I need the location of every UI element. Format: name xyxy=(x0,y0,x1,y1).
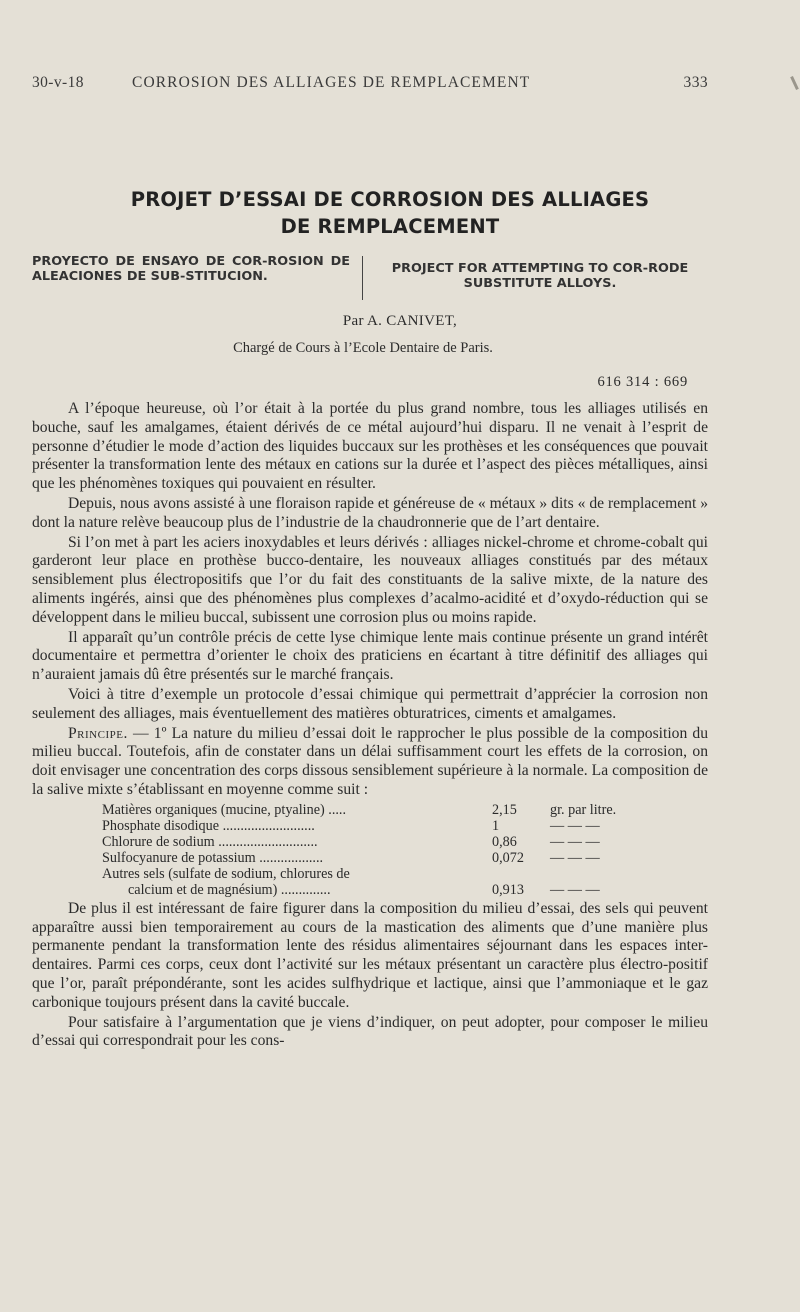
composition-item: Matières organiques (mucine, ptyaline) ..... xyxy=(102,801,347,818)
paragraph-4: Il apparaît qu’un contrôle précis de cette lyse chimique lente mais continue présente un grand intérêt documentaire et permettra d’orienter le choix des praticiens en écartant à titre définitif des alliages qui n’auraient jamais dû être présentés sur le marché français. xyxy=(32,628,708,684)
paragraph-7: Pour satisfaire à l’argumentation que je viens d’indiquer, on peut adopter, pour composer le milieu d’essai qui correspondrait pour les cons- xyxy=(32,1013,708,1050)
composition-unit: — — — xyxy=(550,849,600,866)
paragraph-1: A l’époque heureuse, où l’or était à la portée du plus grand nombre, tous les alliages utilisés en bouche, sauf les amalgames, étaient dérivés de ce métal aujourd’hui disparu. Il ne venait à l’esprit de personne d’étudier le mode d’action des liquides buccaux sur les prothèses et les conséquences que pouvait présenter la transformation lente des métaux en cations sur la durée et l’aspect des pièces métalliques, ainsi que les phénomènes toxiques qui pouvaient en résulter. xyxy=(32,400,708,493)
composition-item xyxy=(102,866,492,898)
article-body xyxy=(32,400,708,1052)
principe-text: — 1º La nature du milieu d’essai doit le rapprocher le plus possible de la composition du milieu buccal. Toutefois, afin de constater dans un délai suffisamment court les effets de la corrosion, on doit envisager une concentration des corps dissous sensiblement supérieure à la normale. La composition de la salive mixte s’établissant en moyenne comme suit : xyxy=(32,724,708,798)
composition-unit: — — — xyxy=(550,833,600,850)
table-row xyxy=(102,818,650,834)
table-row xyxy=(102,850,650,866)
article-title xyxy=(60,186,720,240)
composition-unit: — — — xyxy=(550,881,600,898)
header-running-title: CORROSION DES ALLIAGES DE REMPLACEMENT xyxy=(132,74,531,91)
spanish-subtitle: PROYECTO DE ENSAYO DE COR-ROSION DE ALEACIONES DE SUB-STITUCION. xyxy=(32,254,350,284)
composition-value: 1 xyxy=(492,817,500,834)
composition-value: 0,913 xyxy=(492,881,524,898)
header-date-note: 30-v-18 xyxy=(32,74,84,91)
composition-item: Phosphate disodique .......................... xyxy=(102,817,315,834)
table-row xyxy=(102,834,650,850)
paragraph-3: Si l’on met à part les aciers inoxydables et leurs dérivés : alliages nickel-chrome et chrome-cobalt qui garderont leur place en prothèse bucco-dentaire, les nouveaux alliages constitués par des métaux sensiblement plus électropositifs que l’or du fait des constituants de la salive mixte, de la nature des aliments ingérés, ainsi que des phénomènes plus complexes d’acalmo-acidité et d’oxydo-réduction qui se développent dans le milieu buccal, subissent une corrosion plus ou moins rapide. xyxy=(32,533,708,626)
article-title-line-1: PROJET D’ESSAI DE CORROSION DES ALLIAGES xyxy=(130,188,650,211)
saliva-composition-table xyxy=(102,802,650,898)
paragraph-principe xyxy=(32,725,708,800)
composition-unit: gr. par litre. xyxy=(550,801,617,818)
composition-value: 0,072 xyxy=(492,849,524,866)
author-affiliation: Chargé de Cours à l’Ecole Dentaire de Paris. xyxy=(233,340,493,356)
author-line: Par A. CANIVET, xyxy=(342,313,458,329)
table-row xyxy=(102,866,650,898)
composition-item: Chlorure de sodium ............................ xyxy=(102,833,318,850)
running-header xyxy=(32,74,708,98)
principe-label: Principe. xyxy=(68,724,128,742)
subtitle-divider xyxy=(362,256,363,300)
classification-code: 616 314 : 669 xyxy=(597,374,688,390)
page-number: 333 xyxy=(683,74,708,91)
composition-value: 2,15 xyxy=(492,801,517,818)
composition-item: Sulfocyanure de potassium .................. xyxy=(102,849,324,866)
paragraph-6: De plus il est intéressant de faire figurer dans la composition du milieu d’essai, des sels qui peuvent apparaître aussi bien temporairement au cours de la mastication des aliments que d’une manière plus permanente pendant la transformation lente des résidus alimentaires séjournant dans les espaces inter-dentaires. Parmi ces corps, ceux dont l’activité sur les métaux présentant un caractère plus électro-positif que l’or, paraît prépondérante, sont les acides sulfhydrique et lactique, ainsi que l’ammoniaque et le gaz carbonique toujours présent dans la cavité buccale. xyxy=(32,899,708,1011)
paragraph-5: Voici à titre d’exemple un protocole d’essai chimique qui permettrait d’apprécier la corrosion non seulement des alliages, mais éventuellement des matières obturatrices, ciments et amalgames. xyxy=(32,685,708,722)
composition-item-line-1: Autres sels (sulfate de sodium, chlorures de xyxy=(102,865,350,882)
article-title-line-2: DE REMPLACEMENT xyxy=(280,215,500,238)
table-row xyxy=(102,802,650,818)
composition-unit: — — — xyxy=(550,817,600,834)
margin-mark xyxy=(790,76,799,90)
english-subtitle: PROJECT FOR ATTEMPTING TO COR-RODE SUBSTITUTE ALLOYS. xyxy=(391,261,689,291)
composition-value: 0,86 xyxy=(492,833,517,850)
paragraph-2: Depuis, nous avons assisté à une floraison rapide et généreuse de « métaux » dits « de remplacement » dont la nature relève beaucoup plus de l’industrie de la chaudronnerie que de l’art dentaire. xyxy=(32,494,708,531)
composition-item-line-2: calcium et de magnésium) .............. xyxy=(128,881,331,898)
